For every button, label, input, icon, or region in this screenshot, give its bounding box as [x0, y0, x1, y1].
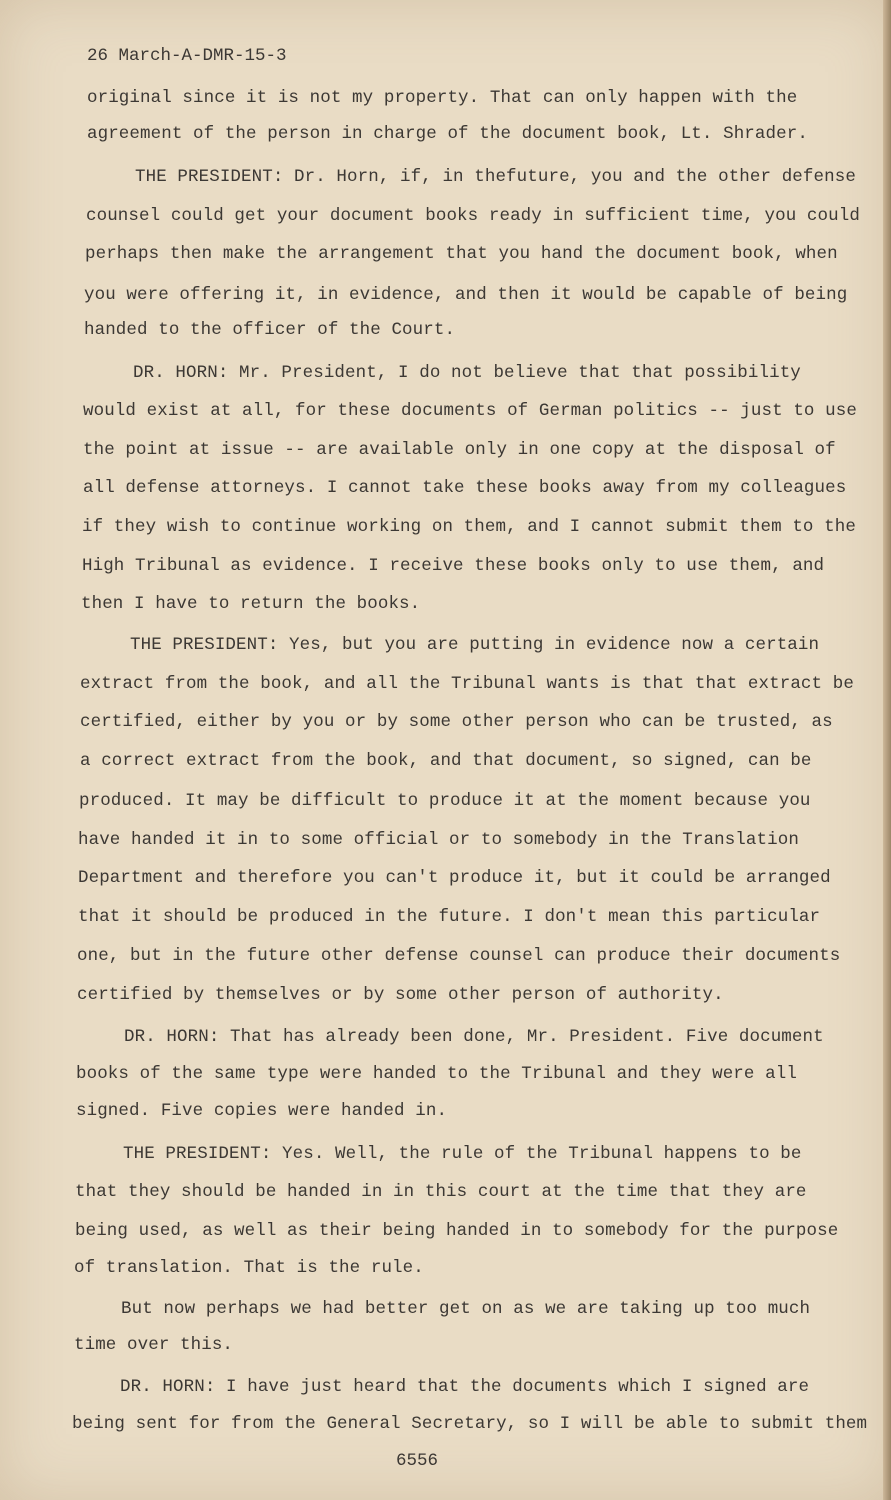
- text-line: of translation. That is the rule.: [74, 1258, 424, 1278]
- text-line: perhaps then make the arrangement that you hand the document book, when: [85, 244, 838, 264]
- text-line: produced. It may be difficult to produce it at the moment because you: [79, 791, 811, 811]
- text-line: you were offering it, in evidence, and then it would be capable of being: [84, 285, 848, 305]
- text-line: DR. HORN: Mr. President, I do not believe that that possibility: [133, 363, 801, 383]
- text-line: time over this.: [74, 1335, 234, 1355]
- text-line: all defense attorneys. I cannot take these books away from my colleagues: [83, 478, 847, 498]
- text-line: signed. Five copies were handed in.: [76, 1101, 448, 1121]
- page-number: 6556: [396, 1451, 439, 1471]
- text-line: But now perhaps we had better get on as we are taking up too much: [121, 1299, 811, 1319]
- text-line: Department and therefore you can't produce it, but it could be arranged: [78, 868, 831, 888]
- text-line: High Tribunal as evidence. I receive these books only to use them, and: [82, 556, 825, 576]
- text-line: original since it is not my property. That can only happen with the: [87, 88, 798, 108]
- text-line: certified by themselves or by some other person of authority.: [77, 985, 724, 1005]
- text-line: certified, either by you or by some other person who can be trusted, as: [80, 712, 833, 732]
- text-line: a correct extract from the book, and that document, so signed, can be: [80, 751, 812, 771]
- text-line: extract from the book, and all the Tribunal wants is that that extract be: [80, 674, 854, 694]
- text-line: THE PRESIDENT: Yes, but you are putting in evidence now a certain: [130, 635, 820, 655]
- text-line: being used, as well as their being handed in to somebody for the purpose: [75, 1221, 839, 1241]
- text-line: DR. HORN: That has already been done, Mr. President. Five document: [124, 1027, 824, 1047]
- text-line: books of the same type were handed to the Tribunal and they were all: [76, 1064, 797, 1084]
- text-line: then I have to return the books.: [81, 594, 421, 614]
- text-line: one, but in the future other defense counsel can produce their documents: [77, 946, 841, 966]
- text-line: THE PRESIDENT: Dr. Horn, if, in thefuture, you and the other defense: [135, 167, 856, 187]
- text-line: THE PRESIDENT: Yes. Well, the rule of the Tribunal happens to be: [123, 1144, 802, 1164]
- text-line: counsel could get your document books ready in sufficient time, you could: [86, 206, 860, 226]
- text-line: that it should be produced in the future. I don't mean this particular: [78, 907, 821, 927]
- text-line: that they should be handed in in this court at the time that they are: [75, 1182, 807, 1202]
- text-line: would exist at all, for these documents of German politics -- just to use: [83, 401, 857, 421]
- text-line: handed to the officer of the Court.: [84, 320, 456, 340]
- text-line: have handed it in to some official or to somebody in the Translation: [78, 830, 799, 850]
- document-reference: 26 March-A-DMR-15-3: [87, 46, 287, 66]
- text-line: the point at issue -- are available only in one copy at the disposal of: [83, 440, 836, 460]
- text-line: agreement of the person in charge of the document book, Lt. Shrader.: [87, 124, 808, 144]
- text-line: if they wish to continue working on them, and I cannot submit them to the: [82, 517, 856, 537]
- text-line: being sent for from the General Secretary, so I will be able to submit them: [72, 1414, 868, 1434]
- text-line: DR. HORN: I have just heard that the documents which I signed are: [120, 1377, 810, 1397]
